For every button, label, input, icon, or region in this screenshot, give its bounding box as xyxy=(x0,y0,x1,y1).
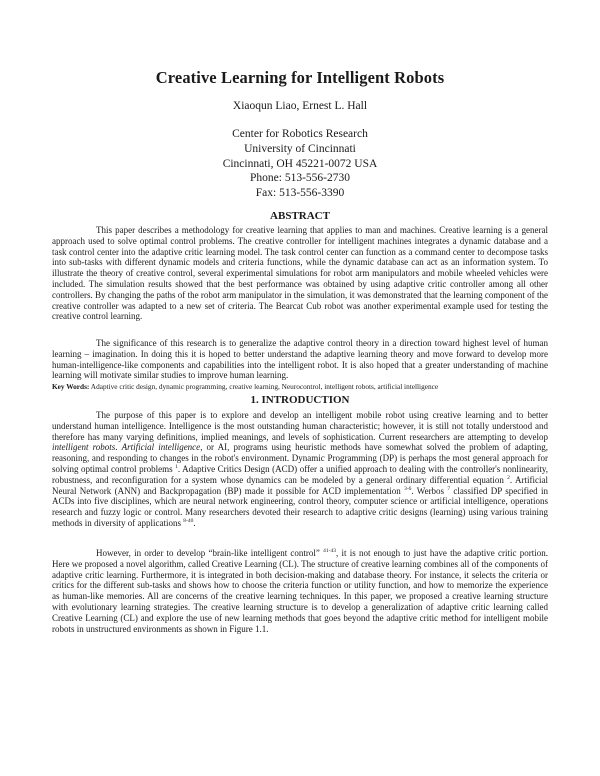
affiliation-line: Cincinnati, OH 45221-0072 USA xyxy=(222,157,378,170)
citation: 1 xyxy=(175,463,178,470)
keywords-line xyxy=(52,382,552,391)
abstract-heading: ABSTRACT xyxy=(270,210,330,222)
affiliation-block xyxy=(0,127,600,201)
affiliation-line: Phone: 513-556-2730 xyxy=(250,172,350,185)
emphasis: intelligent robots xyxy=(52,442,116,453)
citation: 3-6 xyxy=(404,485,412,492)
affiliation-line: Fax: 513-556-3390 xyxy=(255,187,345,200)
affiliation-line: University of Cincinnati xyxy=(244,142,356,155)
intro-paragraph xyxy=(52,548,548,634)
author-list: Xiaoqun Liao, Ernest L. Hall xyxy=(232,100,368,112)
keywords-label: Key Words: xyxy=(52,382,90,391)
citation: 41-43 xyxy=(323,548,336,554)
section-heading: 1. INTRODUCTION xyxy=(250,394,350,406)
intro-text: However, in order to develop “brain-like intelligent control” $^{41-43}$, it is not enough to just have the adaptive critic portion. Here we proposed a novel algorithm, called Creative Learning (CL). The structure of creative learning combines all of the components of adaptive critic learning. Furthermore, it is integrated in both decision-making and database theory. For instance, it selects the criteria or critics for the different sub-tasks and shows how to choose the criteria function or utility function, and how to memorize the experience as human-like memories. All are concerns of the creative learning techniques. In this paper, we proposed a creative learning structure with evolutionary learning strategies. The creative learning structure is to develop a generalization of adaptive critic learning called Creative Learning (CL) and explore the use of new learning methods that goes beyond the adaptive critic method for intelligent mobile robots in unstructured environments as shown in Figure 1.1. xyxy=(52,548,548,634)
citation: 8-40 xyxy=(183,517,194,524)
intro-text: The purpose of this paper is to explore and develop an intelligent mobile robot using creative learning and to better understand human intelligence. Intelligence is the most outstanding human characteristic; however, it is still not totally understood and therefore has many varying definitions, implied meanings, and levels of sophistication. Current researchers are attempting to develop intelligent robots. Artificial intelligence, or AI, programs using heuristic methods have somewhat solved the problem of adapting, reasoning, and responding to changes in the robot's environment. Dynamic Programming (DP) is perhaps the most general approach for solving optimal control problems $^1$. Adaptive Critics Design (ACD) offer a unified approach to dealing with the controller's nonlinearity, robustness, and reconfiguration for a system whose dynamics can be modeled by a general ordinary differential equation $^2$. Artificial Neural Network (ANN) and Backpropagation (BP) made it possible for ACD implementation $^{3-6}$. Werbos $^7$ classified DP specified in ACDs into five disciplines, which are neural network engineering, control theory, computer science or artificial intelligence, operations research and fuzzy logic or control. Many researchers devoted their research to adaptive critic designs (learning) using various training methods in diversity of applications $^{8-40}$. xyxy=(52,410,549,528)
abstract-paragraph xyxy=(52,338,548,381)
paper-title: Creative Learning for Intelligent Robots xyxy=(155,68,445,87)
affiliation-line: Center for Robotics Research xyxy=(232,128,368,140)
keywords-text: Adaptive critic design, dynamic programming, creative learning, Neurocontrol, intelligent robots, artificial intelligence xyxy=(90,382,439,391)
citation: 2 xyxy=(507,474,510,481)
abstract-paragraph xyxy=(52,225,548,322)
abstract-text: The significance of this research is to generalize the adaptive control theory in a direction toward highest level of human learning – imagination. In doing this it is hoped to better understand the adaptive learning theory and move forward to develop more human-intelligence-like components and capabilities into the intelligent robot. It is also hoped that a greater understanding of machine learning will motivate similar studies to improve human learning. xyxy=(52,338,548,381)
intro-paragraph xyxy=(52,410,548,529)
citation: 7 xyxy=(447,485,451,492)
abstract-text: This paper describes a methodology for creative learning that applies to man and machines. Creative learning is a general approach used to solve optimal control problems. The creative controller for intelligent machines integrates a dynamic database and a task control center into the adaptive critic learning model. The task control center can function as a command center to decompose tasks into sub-tasks with different dynamic models and criteria functions, while the dynamic database can act as an information system. To illustrate the theory of creative control, several experimental simulations for robot arm manipulators and mobile wheeled vehicles were included. The simulation results showed that the best performance was obtained by using adaptive critic controller among all other controllers. By changing the paths of the robot arm manipulator in the simulation, it was demonstrated that the learning component of the creative controller was adapted to a new set of criteria. The Bearcat Cub robot was another experimental example used for testing the creative control learning. xyxy=(52,225,548,322)
emphasis: Artificial intelligence xyxy=(121,442,201,453)
